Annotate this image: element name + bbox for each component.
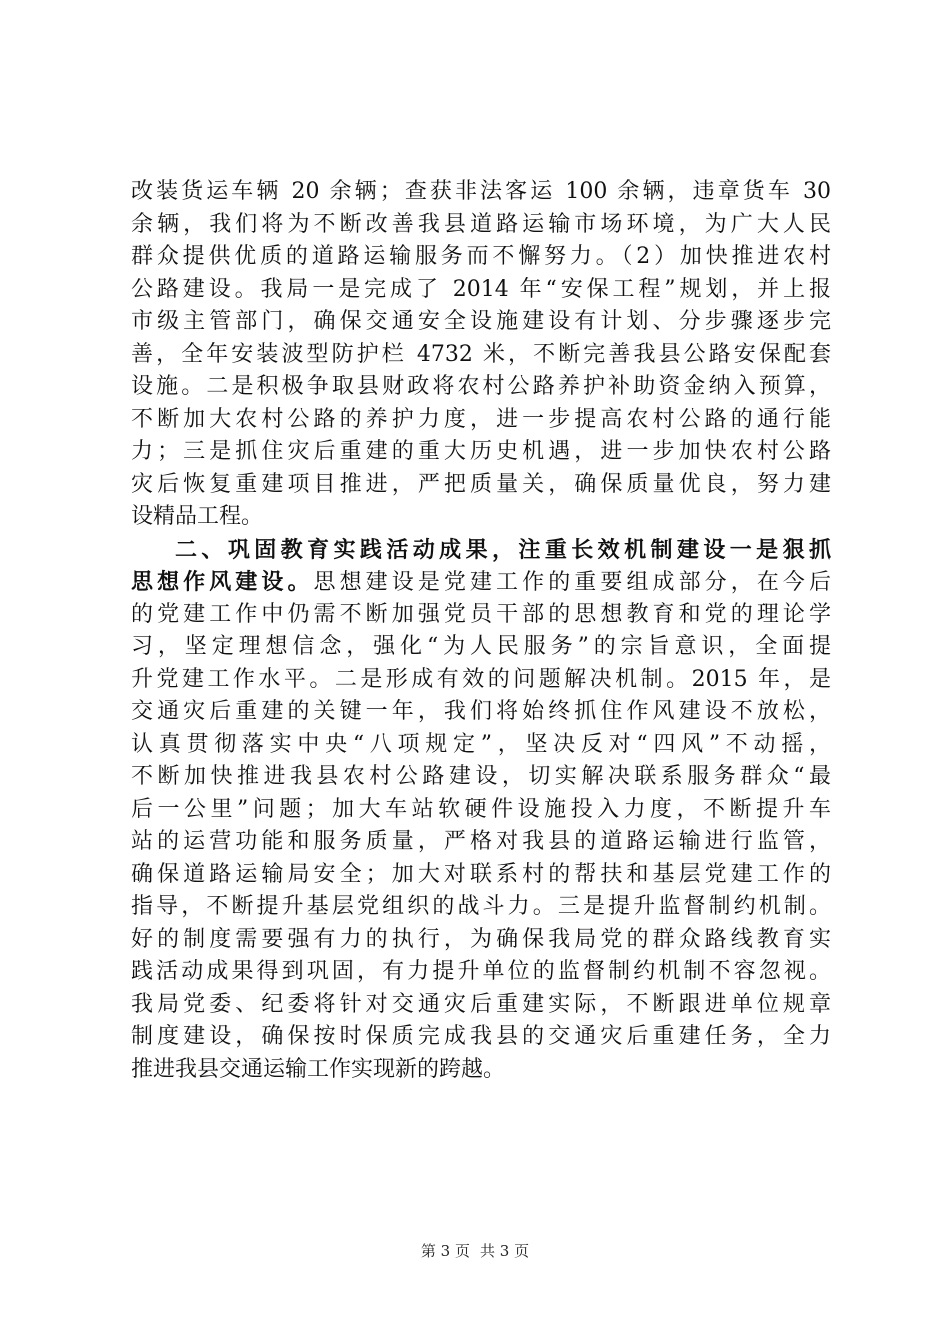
body-line: 力；三是抓住灾后重建的重大历史机遇，进一步加快农村公路 <box>131 439 831 464</box>
body-text-run: 思想建设是党建工作的重要组成部分，在今后 <box>313 570 831 595</box>
page-total: 共 3 页 <box>480 1242 530 1260</box>
body-line: 群众提供优质的道路运输服务而不懈努力。（2）加快推进农村 <box>131 244 831 269</box>
body-line: 市级主管部门，确保交通安全设施建设有计划、分步骤逐步完 <box>131 309 831 334</box>
body-line: 制度建设，确保按时保质完成我县的交通灾后重建任务，全力 <box>131 1024 831 1049</box>
body-line: 升党建工作水平。二是形成有效的问题解决机制。2015 年，是 <box>131 666 831 692</box>
section-heading-continuation <box>131 566 831 599</box>
body-line: 不断加快推进我县农村公路建设，切实解决联系服务群众“最 <box>131 764 831 789</box>
body-line: 公路建设。我局一是完成了 2014 年“安保工程”规划，并上报 <box>131 276 831 302</box>
body-line: 认真贯彻落实中央“八项规定”，坚决反对“四风”不动摇， <box>131 731 831 757</box>
body-line: 好的制度需要强有力的执行，为确保我局党的群众路线教育实 <box>131 926 831 952</box>
body-line: 践活动成果得到巩固，有力提升单位的监督制约机制不容忽视。 <box>131 959 831 984</box>
body-line: 习，坚定理想信念，强化“为人民服务”的宗旨意识，全面提 <box>131 634 831 659</box>
body-line: 确保道路运输局安全；加大对联系村的帮扶和基层党建工作的 <box>131 861 831 887</box>
body-line: 推进我县交通运输工作实现新的跨越。 <box>131 1056 506 1082</box>
body-line: 不断加大农村公路的养护力度，进一步提高农村公路的通行能 <box>131 406 831 432</box>
body-line: 灾后恢复重建项目推进，严把质量关，确保质量优良，努力建 <box>131 471 831 497</box>
body-line: 站的运营功能和服务质量，严格对我县的道路运输进行监管， <box>131 829 831 854</box>
body-line: 善，全年安装波型防护栏 4732 米，不断完善我县公路安保配套 <box>131 341 831 367</box>
body-line: 改装货运车辆 20 余辆；查获非法客运 100 余辆，违章货车 30 <box>131 179 831 204</box>
page-footer <box>0 1241 950 1261</box>
body-line: 的党建工作中仍需不断加强党员干部的思想教育和党的理论学 <box>131 601 831 627</box>
body-line: 余辆，我们将为不断改善我县道路运输市场环境，为广大人民 <box>131 211 831 237</box>
document-body <box>131 176 831 1086</box>
section-heading-tail: 思想作风建设。 <box>131 569 314 595</box>
body-line: 设精品工程。 <box>131 504 264 529</box>
body-line: 设施。二是积极争取县财政将农村公路养护补助资金纳入预算， <box>131 374 831 399</box>
body-line: 我局党委、纪委将针对交通灾后重建实际，不断跟进单位规章 <box>131 991 831 1017</box>
body-line: 后一公里”问题；加大车站软硬件设施投入力度，不断提升车 <box>131 796 831 822</box>
section-heading: 二、巩固教育实践活动成果，注重长效机制建设一是狠抓 <box>175 536 831 563</box>
body-line: 交通灾后重建的关键一年，我们将始终抓住作风建设不放松， <box>131 699 831 724</box>
body-line: 指导，不断提升基层党组织的战斗力。三是提升监督制约机制。 <box>131 894 831 919</box>
page-number: 第 3 页 <box>420 1242 470 1260</box>
